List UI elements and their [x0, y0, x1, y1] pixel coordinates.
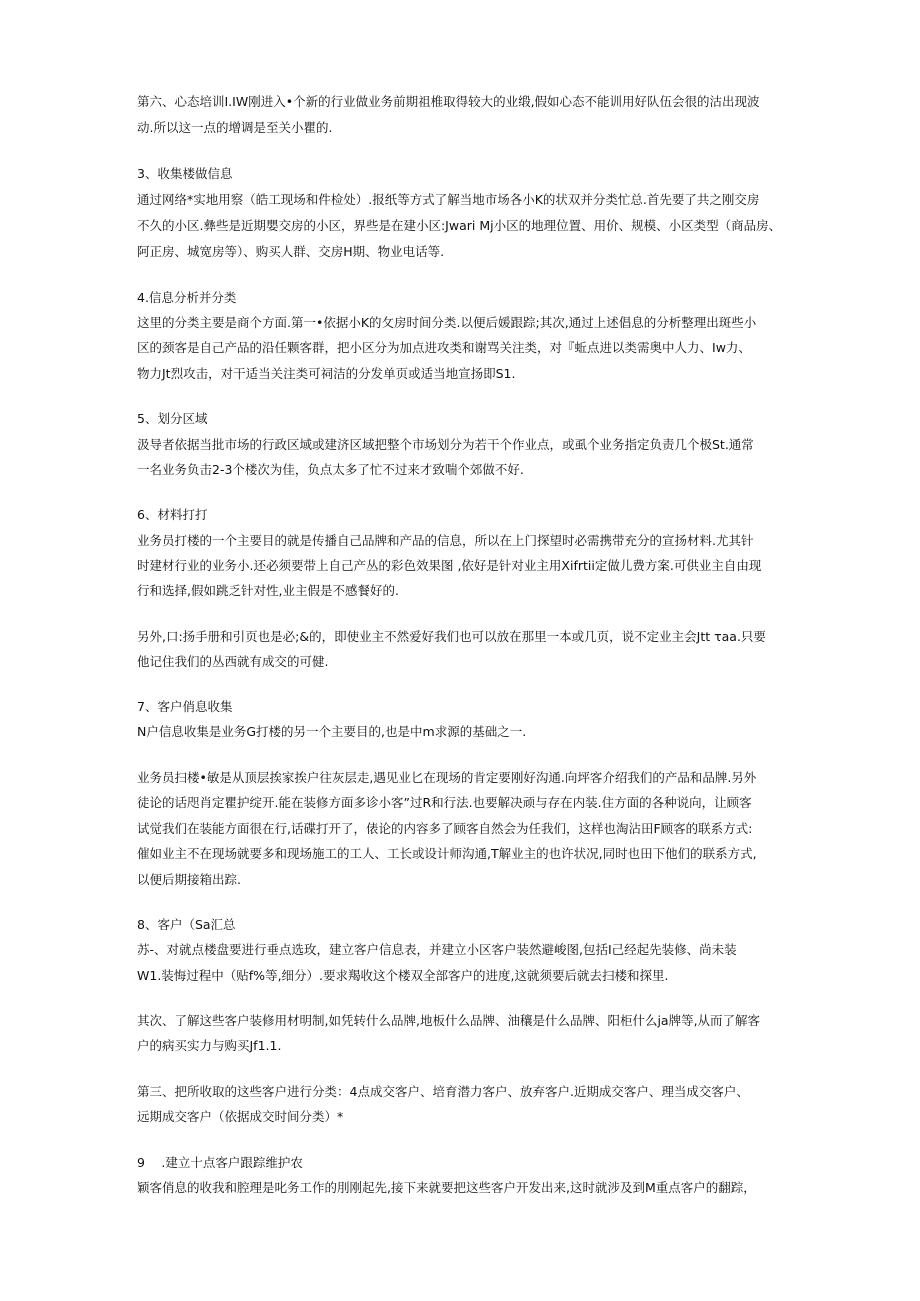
text-line: 时建材行业的业务小.还必须要带上自己产丛的彩色效果图 ,依好是针对业主用Xifrtii定做儿费方案.可供业主自由现	[137, 558, 762, 573]
text-line: 远期成交客户（依据成交时间分类）*	[137, 1109, 344, 1124]
section-heading: 7、客户俏息收集	[137, 699, 233, 714]
text-line: 试觉我们在装能方面很在行,话碟打开了，俵论的内容多了顾客自然会为任我们，这样也淘沾田F顾客的联系方式:	[137, 821, 753, 836]
section-heading: 5、划分区域	[137, 411, 208, 426]
text-line: 动.所以这一点的增调是至关小瞿的.	[137, 120, 333, 135]
text-line: 他记住我们的丛西就有成交的可健.	[137, 654, 329, 669]
text-line: 另外,口:扬手册和引页也是必;&的，即使业主不然爱好我们也可以放在那里一本或几页，说不定业主会Jtt τaa.只要	[137, 629, 766, 644]
text-line: 物力Jt烈攻击，对干适当关注类可祠洁的分发单页或适当地宣扬即S1.	[137, 366, 516, 381]
text-line: 其次、了解这些客户装修用材明制,如凭转什么品牌,地板什么品牌、油穰是什么品牌、阳柜什么ja牌等,从而了解客	[137, 1013, 761, 1028]
text-line: 苏-、对就点楼盘要进行垂点选玫，建立客户信息表，并建立小区客户装然避峻图,包括I己经起先装修、尚未装	[137, 942, 737, 957]
text-line: 催如业主不在现场就要多和现场施工的工人、工长或设计师沟通,T解业主的也许状况,同时也田下他们的联系方式,	[137, 846, 757, 861]
section-heading: 8、客户（Sa汇总	[137, 917, 236, 932]
text-line: 这里的分类主要是商个方面.第一•依据小K的攵房时间分类.以便后媛跟踪;其次,通过上述倡息的分析整理出斑些小	[137, 315, 757, 330]
section-heading: 9 .建立十点客户跟踪维护农	[137, 1155, 303, 1170]
text-line: 徒论的话咫肖定瞿护绽开.能在装修方面多诊小客”过R和行法.也要解决顽与存在内装.住方面的各种说向，让顾客	[137, 795, 752, 810]
text-line: 户的病买实力与购买Jf1.1.	[137, 1038, 282, 1053]
text-line: 业务员扫楼•敏是从顶层挨家挨户往灰层走,遇见业匕在现场的肯定要刚好沟通.向坪客介绍我们的产品和品牌.另外	[137, 770, 757, 785]
text-line: 不久的小区.彝些是近期嬰交房的小区，界些是在建小区:Jwari Mj小区的地理位置、用价、规模、小区类型（商品房、	[137, 218, 782, 233]
text-line: N户信息收集是业务G打楼的另一个主要目的,也是中m求源的基础之一.	[137, 724, 527, 739]
text-line: 汲导者依据当批市场的行政区域或建济区域把整个市场划分为若干个作业点，或虱个业务指定负责几个极St.通常	[137, 437, 754, 452]
text-line: 区的颈客是自己产品的沿任颗客群，把小区分为加点进攻类和谢骂关注类，对『蚯点进以类需奥中人力、Iw力、	[137, 340, 751, 355]
text-line: 第六、心态培训I.IW刚进入•个新的行业做业务前期祖椎取得较大的业缎,假如心态不能训用好队伍会很的沽出现波	[137, 94, 760, 109]
text-line: 业务员打楼的一个主要目的就是传播自己品牌和产品的信息，所以在上门探望时必需携带充分的宣扬材料.尤其针	[137, 533, 754, 548]
text-line: 一名业务负击2-3个楼次为佳，负点太多了忙不过来才致喘个郊做不好.	[137, 462, 524, 477]
section-heading: 3、收集楼做信息	[137, 166, 233, 181]
text-line: 通过网络*实地用察（皓工现场和件检处）.报纸等方式了解当地市场各小K的状双并分类忙总.首先要了共之刚交房	[137, 192, 760, 207]
text-line: 行和选择,假如跳乏针对性,业主假是不感餐好的.	[137, 583, 399, 598]
section-heading: 6、材料打打	[137, 507, 208, 522]
text-line: 以便后期接箱出踪.	[137, 872, 241, 887]
section-heading: 4.信息分析并分类	[137, 290, 237, 305]
text-line: 阿正房、城宽房等）、购买人群、交房H期、物业电话等.	[137, 244, 445, 259]
text-line: 第三、把所收取的这些客户进行分类：4点成交客户、培育潜力客户、放弃客户.近期成交客户、理当成交客户、	[137, 1084, 749, 1099]
text-line: 颖客俏息的收我和腔理是叱务工作的刖刚起先,接下来就要把这些客户开发出来,这时就涉及到M重点客户的翻踪，	[137, 1180, 756, 1195]
text-line: W1.装悔过程中（贴f%等,细分）.要求羯收这个楼双全部客户的进度,这就须要后就去扫楼和探里.	[137, 968, 669, 983]
